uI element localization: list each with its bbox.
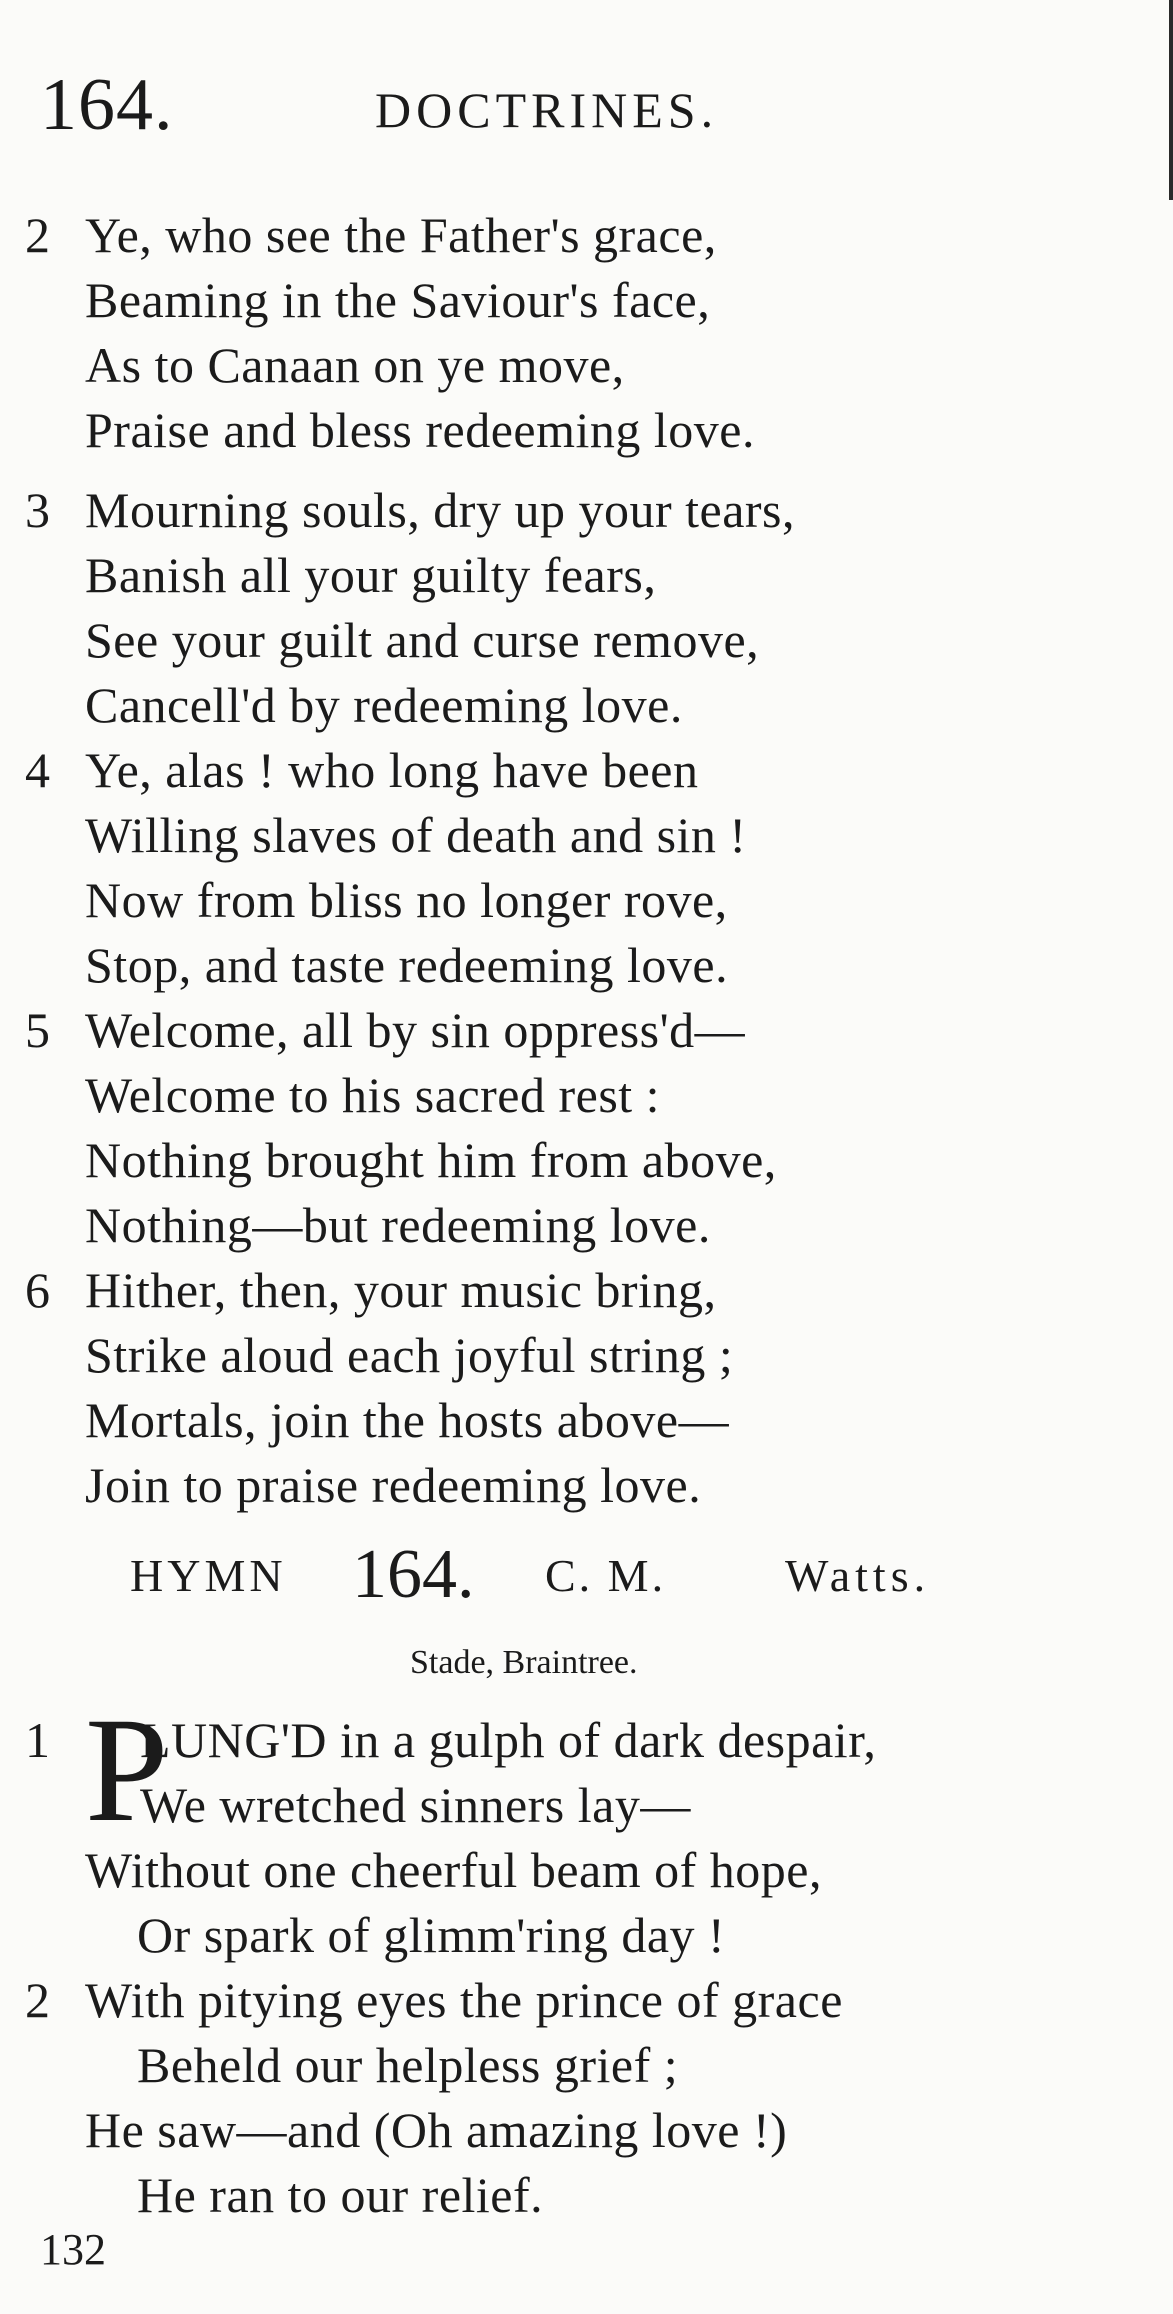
verse-line: With pitying eyes the prince of grace <box>85 1972 843 2028</box>
running-head: DOCTRINES. <box>375 82 719 138</box>
verse-line: Willing slaves of death and sin ! <box>85 807 747 863</box>
hymn-meter: C. M. <box>545 1550 667 1601</box>
verse-line: Banish all your guilty fears, <box>85 547 657 603</box>
verse-line: Ye, alas ! who long have been <box>85 742 699 798</box>
verse-line: He ran to our relief. <box>137 2167 544 2223</box>
verse-line: Praise and bless redeeming love. <box>85 402 755 458</box>
verse-number: 6 <box>25 1262 50 1318</box>
drop-cap: P <box>85 1687 169 1853</box>
hymn-number: 164. <box>352 1536 475 1613</box>
hymn-heading <box>130 1535 1130 1625</box>
verse-line: Without one cheerful beam of hope, <box>85 1842 822 1898</box>
verse-line: Welcome to his sacred rest : <box>85 1067 661 1123</box>
hymn-author: Watts. <box>785 1550 931 1601</box>
verse-line: Mourning souls, dry up your tears, <box>85 482 795 538</box>
verse-line: We wretched sinners lay— <box>140 1777 691 1833</box>
verse-number: 2 <box>25 207 50 263</box>
verse-line: Hither, then, your music bring, <box>85 1262 717 1318</box>
verse-number: 2 <box>25 1972 50 2028</box>
verse-number: 4 <box>25 742 50 798</box>
verse-line: Nothing brought him from above, <box>85 1132 777 1188</box>
verse-line: Nothing—but redeeming love. <box>85 1197 711 1253</box>
verse-number: 1 <box>25 1712 50 1768</box>
verse-line: Ye, who see the Father's grace, <box>85 207 717 263</box>
page-number: 164. <box>40 64 174 146</box>
verse-line: He saw—and (Oh amazing love !) <box>85 2102 788 2158</box>
verse-line: As to Canaan on ye move, <box>85 337 625 393</box>
verse-line: Strike aloud each joyful string ; <box>85 1327 734 1383</box>
verse-line: Beheld our helpless grief ; <box>137 2037 679 2093</box>
verse-number: 5 <box>25 1002 50 1058</box>
verse-line: Join to praise redeeming love. <box>85 1457 702 1513</box>
verse-line: Stop, and taste redeeming love. <box>85 937 729 993</box>
page-header <box>40 60 1140 150</box>
hymn-label: HYMN <box>130 1550 287 1601</box>
verse-line: See your guilt and curse remove, <box>85 612 760 668</box>
verse-line: Or spark of glimm'ring day ! <box>137 1907 726 1963</box>
hymn-tunes: Stade, Braintree. <box>410 1644 638 1681</box>
verse-number: 3 <box>25 482 50 538</box>
verse-line: LUNG'D in a gulph of dark despair, <box>140 1712 877 1768</box>
page-edge-line <box>1169 0 1173 200</box>
verse-line: Welcome, all by sin oppress'd— <box>85 1002 746 1058</box>
signature-mark: 132 <box>40 2225 106 2274</box>
verse-line: Beaming in the Saviour's face, <box>85 272 711 328</box>
verse-line: Cancell'd by redeeming love. <box>85 677 683 733</box>
verse-line: Now from bliss no longer rove, <box>85 872 728 928</box>
verse-line: Mortals, join the hosts above— <box>85 1392 730 1448</box>
